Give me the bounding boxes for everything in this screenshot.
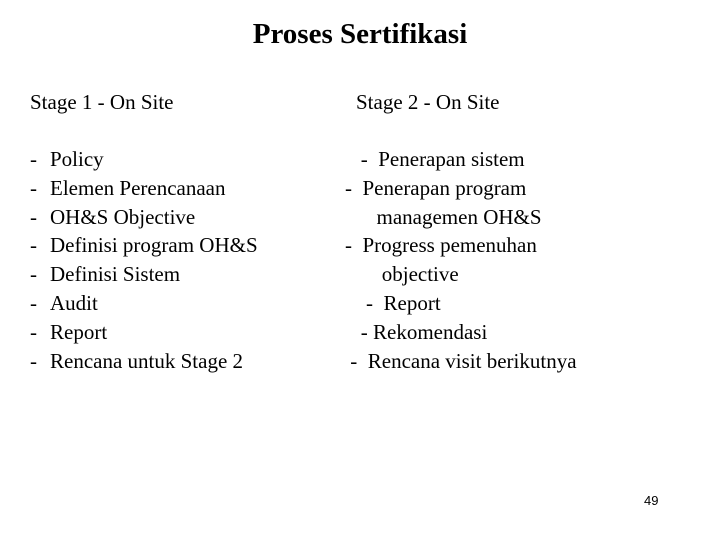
- list-item-text: Policy: [50, 147, 104, 171]
- list-item-text: Definisi Sistem: [50, 262, 181, 287]
- list-item: managemen OH&S: [345, 204, 542, 229]
- dash-bullet: -: [30, 348, 37, 373]
- dash-bullet: -: [30, 204, 37, 229]
- list-item: - Rencana visit berikutnya: [345, 348, 577, 373]
- dash-bullet: -: [30, 147, 37, 171]
- list-item-text: Rencana untuk Stage 2: [50, 348, 244, 373]
- list-item: - Penerapan sistem: [345, 147, 525, 171]
- stage2-heading: Stage 2 - On Site: [356, 90, 500, 114]
- dash-bullet: -: [30, 175, 37, 200]
- list-item: - Penerapan program: [345, 175, 527, 200]
- list-item-text: OH&S Objective: [50, 204, 196, 229]
- stage1-heading: Stage 1 - On Site: [30, 90, 174, 114]
- list-item: - Report: [345, 290, 441, 315]
- list-item: - Rekomendasi: [345, 319, 488, 344]
- list-item-text: Definisi program OH&S: [50, 233, 258, 258]
- list-item: objective: [345, 262, 459, 287]
- list-item-text: Elemen Perencanaan: [50, 175, 226, 200]
- page-title: Proses Sertifikasi: [252, 18, 468, 50]
- list-item: [30, 289, 258, 318]
- list-item: [30, 231, 258, 260]
- list-item-text: Audit: [50, 290, 98, 315]
- dash-bullet: -: [30, 319, 37, 344]
- list-item: [30, 347, 258, 376]
- stage2-list: [345, 145, 577, 375]
- list-item-text: Report: [50, 319, 108, 344]
- list-item: [30, 203, 258, 232]
- list-item: - Progress pemenuhan: [345, 233, 537, 258]
- list-item: [30, 318, 258, 347]
- page-number: 49: [644, 493, 659, 508]
- dash-bullet: -: [30, 233, 37, 258]
- list-item: [30, 174, 258, 203]
- dash-bullet: -: [30, 290, 37, 315]
- list-item: [30, 260, 258, 289]
- list-item: [30, 145, 258, 174]
- stage1-list: [30, 145, 258, 375]
- dash-bullet: -: [30, 262, 37, 287]
